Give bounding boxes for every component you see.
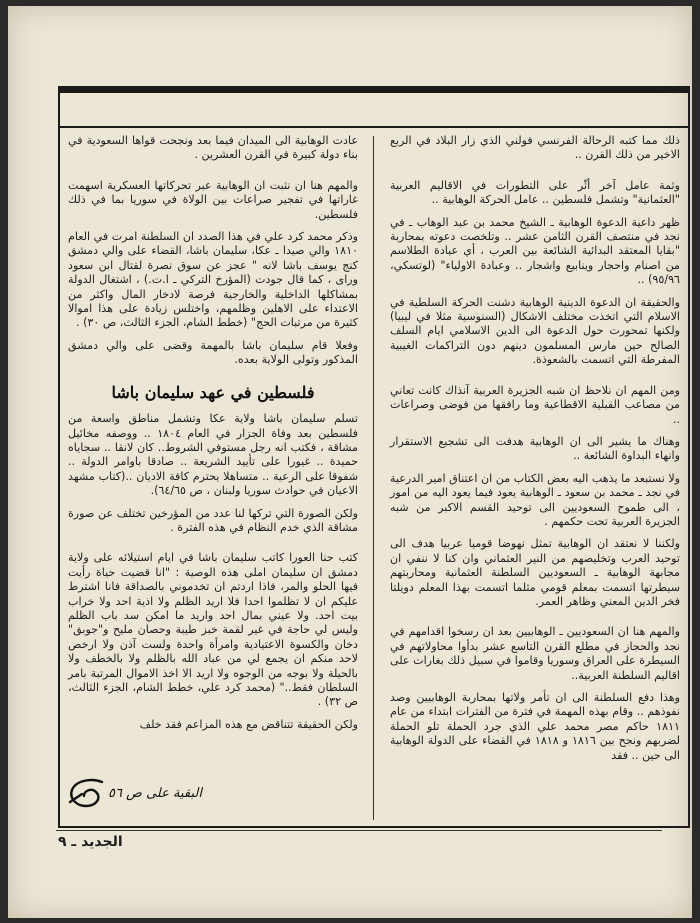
left-column <box>68 134 358 740</box>
right-column <box>390 134 680 771</box>
paragraph: والحقيقة ان الدعوة الدينية الوهابية دشنت الحركة السلطية في الاسلام التي اتخذت مختلف الاشكال (السنوسية مثلا في ليبيا) ولكنها تمحورت حول الدعوة الى الدين الاسلامي ايام السلف الصالح حين مارس المسلمون دينهم دون التراكمات الغيبية المفرطة التي اتسمت بالشعوذة. <box>390 295 680 367</box>
section-title: فلسطين في عهد سليمان باشا <box>111 382 315 402</box>
header-rule-thick <box>60 88 688 93</box>
paragraph: وثمة عامل آخر أثّر على التطورات في الاقاليم العربية "العثمانية" وتشمل فلسطين .. عامل الحركة الوهابية .. <box>390 178 680 207</box>
paragraph: ذلك مما كتبه الرحالة الفرنسي فولني الذي زار البلاد في الربع الاخير من ذلك القرن .. <box>390 134 680 162</box>
header-rule-thin <box>60 126 688 128</box>
paragraph: ولكن الحقيقة تتناقض مع هذه المزاعم فقد خلف <box>139 717 358 731</box>
magazine-page <box>8 6 692 918</box>
paragraph: ومن المهم ان نلاحظ ان شبه الجزيرة العربية آنذاك كانت تعاني من مصاعب القبلية الاقطاعية وما رافقها من فوضى وصراعات .. <box>390 383 680 426</box>
column-divider <box>373 136 374 820</box>
paragraph: وهناك ما يشير الى ان الوهابية هدفت الى تشجيع الاستقرار وانهاء البداوة الشائعة .. <box>390 434 680 463</box>
paragraph: وفعلا قام سليمان باشا بالمهمة وقضى على والي دمشق المذكور وتولى الولاية بعده. <box>68 338 358 367</box>
paragraph: والمهم هنا ان السعوديين ـ الوهابيين بعد ان رسخوا اقدامهم في نجد والحجاز في مطلع القرن التاسع عشر بدأوا محاولاتهم في السيطرة على العراق وسوريا وقاموا في سبيل ذلك بغارات على اقاليم السلطنة العربية.. <box>390 625 680 682</box>
page-number: الجديد ـ ٩ <box>58 834 123 850</box>
paragraph: كتب حنا العورا كاتب سليمان باشا في ايام استيلائه على ولاية دمشق ان سليمان املى هذه الوصية : "انا قضيت حياة رأيت فيها الحلو والمر، فاذا اردتم ان تخدموني بالصداقة فانا اشترط عليكم ان لا تظلموا احدا فلا اريد الظلم ولا اذية احد ولا خراب بيت احد. ولا عيني بمال احد واريد ما امكن سد باب الظلم وليس لي حاجة في غير لقمة خبز طيبة وحصان مليح و"جوبق" دخان والكسوة الاعتيادية وامرأة واحدة ولست آذن ولا ارخص لاحد منكم ان يجمع لي من عباد الله بالظلم ولا بالخطف ولا بالحيلة ولا بوجه من الوجوه ولا اريد الا اخذ الاموال المرتبة بامر السلطان فقط.." (محمد كرد علي، خطط الشام، الجزء الثالث، ص ٣٢) . <box>68 551 358 709</box>
continuation-arrow-icon <box>66 776 106 812</box>
footer-rule <box>56 830 662 831</box>
paragraph: وذكر محمد كرد علي في هذا الصدد ان السلطنة امرت في العام ١٨١٠ والي صيدا ـ عكا، سليمان باشا، القضاء على والي دمشق كنج يوسف باشا لانه " عجز عن سوق نصرة لقتال ابن سعود وراى ، كما قال جودت (المؤرخ التركي ـ ا.ت.) ، اشتغال الدولة بمشاكلها الداخلية والخارجية فرصة لادخار المال واكثر من الاعتداء على الاهلين وظلمهم، واختلس زيادة على هذا اموالا كثيرة من مرتبات الحج" (خطط الشام، الجزء الثالث، ص ٣٠) . <box>68 230 358 330</box>
paragraph: ولا نستبعد ما يذهب اليه بعض الكتاب من ان اعتناق امير الدرعية في نجد ـ محمد بن سعود ـ الوهابية يعود فيما يعود اليه من امور ، الى طموح السعوديين الى توحيد القسم الاكبر من شبه الجزيرة العربية تحت حكمهم . <box>390 471 680 528</box>
continuation-note: البقية على ص ٥٦ <box>108 786 202 801</box>
paragraph: والمهم هنا ان نثبت ان الوهابية عبر تحركاتها العسكرية اسهمت غاراتها في تفجير صراعات بين الولاة في سوريا بما في ذلك فلسطين. <box>68 178 358 221</box>
paragraph: عادت الوهابية الى الميدان فيما بعد ونجحت قواها السعودية في بناء دولة كبيرة في القرن العشرين . <box>68 134 358 162</box>
paragraph: وهذا دفع السلطنة الى ان تأمر ولاتها بمحاربة الوهابيين وصد نفوذهم .. وقام بهذه المهمة في فترة من الفترات ابتداء من عام ١٨١١ حاكم مصر محمد علي الذي جرد الحملة تلو الحملة لضربهم ونجح بين ١٨١٦ و ١٨١٨ في القضاء على الدولة الوهابية الى حين .. فقد <box>390 691 680 762</box>
paragraph: ولكن الصورة التي تركها لنا عدد من المؤرخين تختلف عن صورة مشاقة الذي خدم النظام في هذه الفترة . <box>68 506 358 534</box>
article-frame <box>58 86 690 828</box>
paragraph: ولكننا لا نعتقد ان الوهابية تمثل نهوضا قوميا عربيا هدف الى توحيد العرب وتخليصهم من النير العثماني وان كنا لا ننفي ان مجابهة الوهابية ـ السعوديين السلطنة العثمانية ومحاربتهم سيطرتها اتسمت بمعلم قومي مثلما اتسمت بهذا المعلم دويلتا فخر الدين المعني وظاهر العمر. <box>390 537 680 608</box>
paragraph: تسلم سليمان باشا ولاية عكا وتشمل مناطق واسعة من فلسطين بعد وفاة الجزار في العام ١٨٠٤ .. ووصفه مخائيل مشاقة ، فكتب انه رجل مستوفي الشروط.. كان لانقا .. سجاياه حميدة .. غيورا على تأييد الشريعة .. صادقا باوامر الدولة .. شفوقا على الرعية .. متساهلا يحترم كافة الاديان ..(كتاب مشهد الاعيان في حوادث سوريا ولبنان ، ص ٦٤/٦٥). <box>68 412 358 498</box>
paragraph: ظهر داعية الدعوة الوهابية ـ الشيخ محمد بن عبد الوهاب ـ في نجد في منتصف القرن الثامن عشر .. وتلخصت دعوته بمحاربة "بقايا المعتقد البدائية الشائعة بين العرب ، أي عبادة الطلاسم من اصنام واحجار وينابيع واشجار .. وعبادة الاولياء" (لوتسكي، ٩٥/٩٦) .. <box>390 215 680 287</box>
